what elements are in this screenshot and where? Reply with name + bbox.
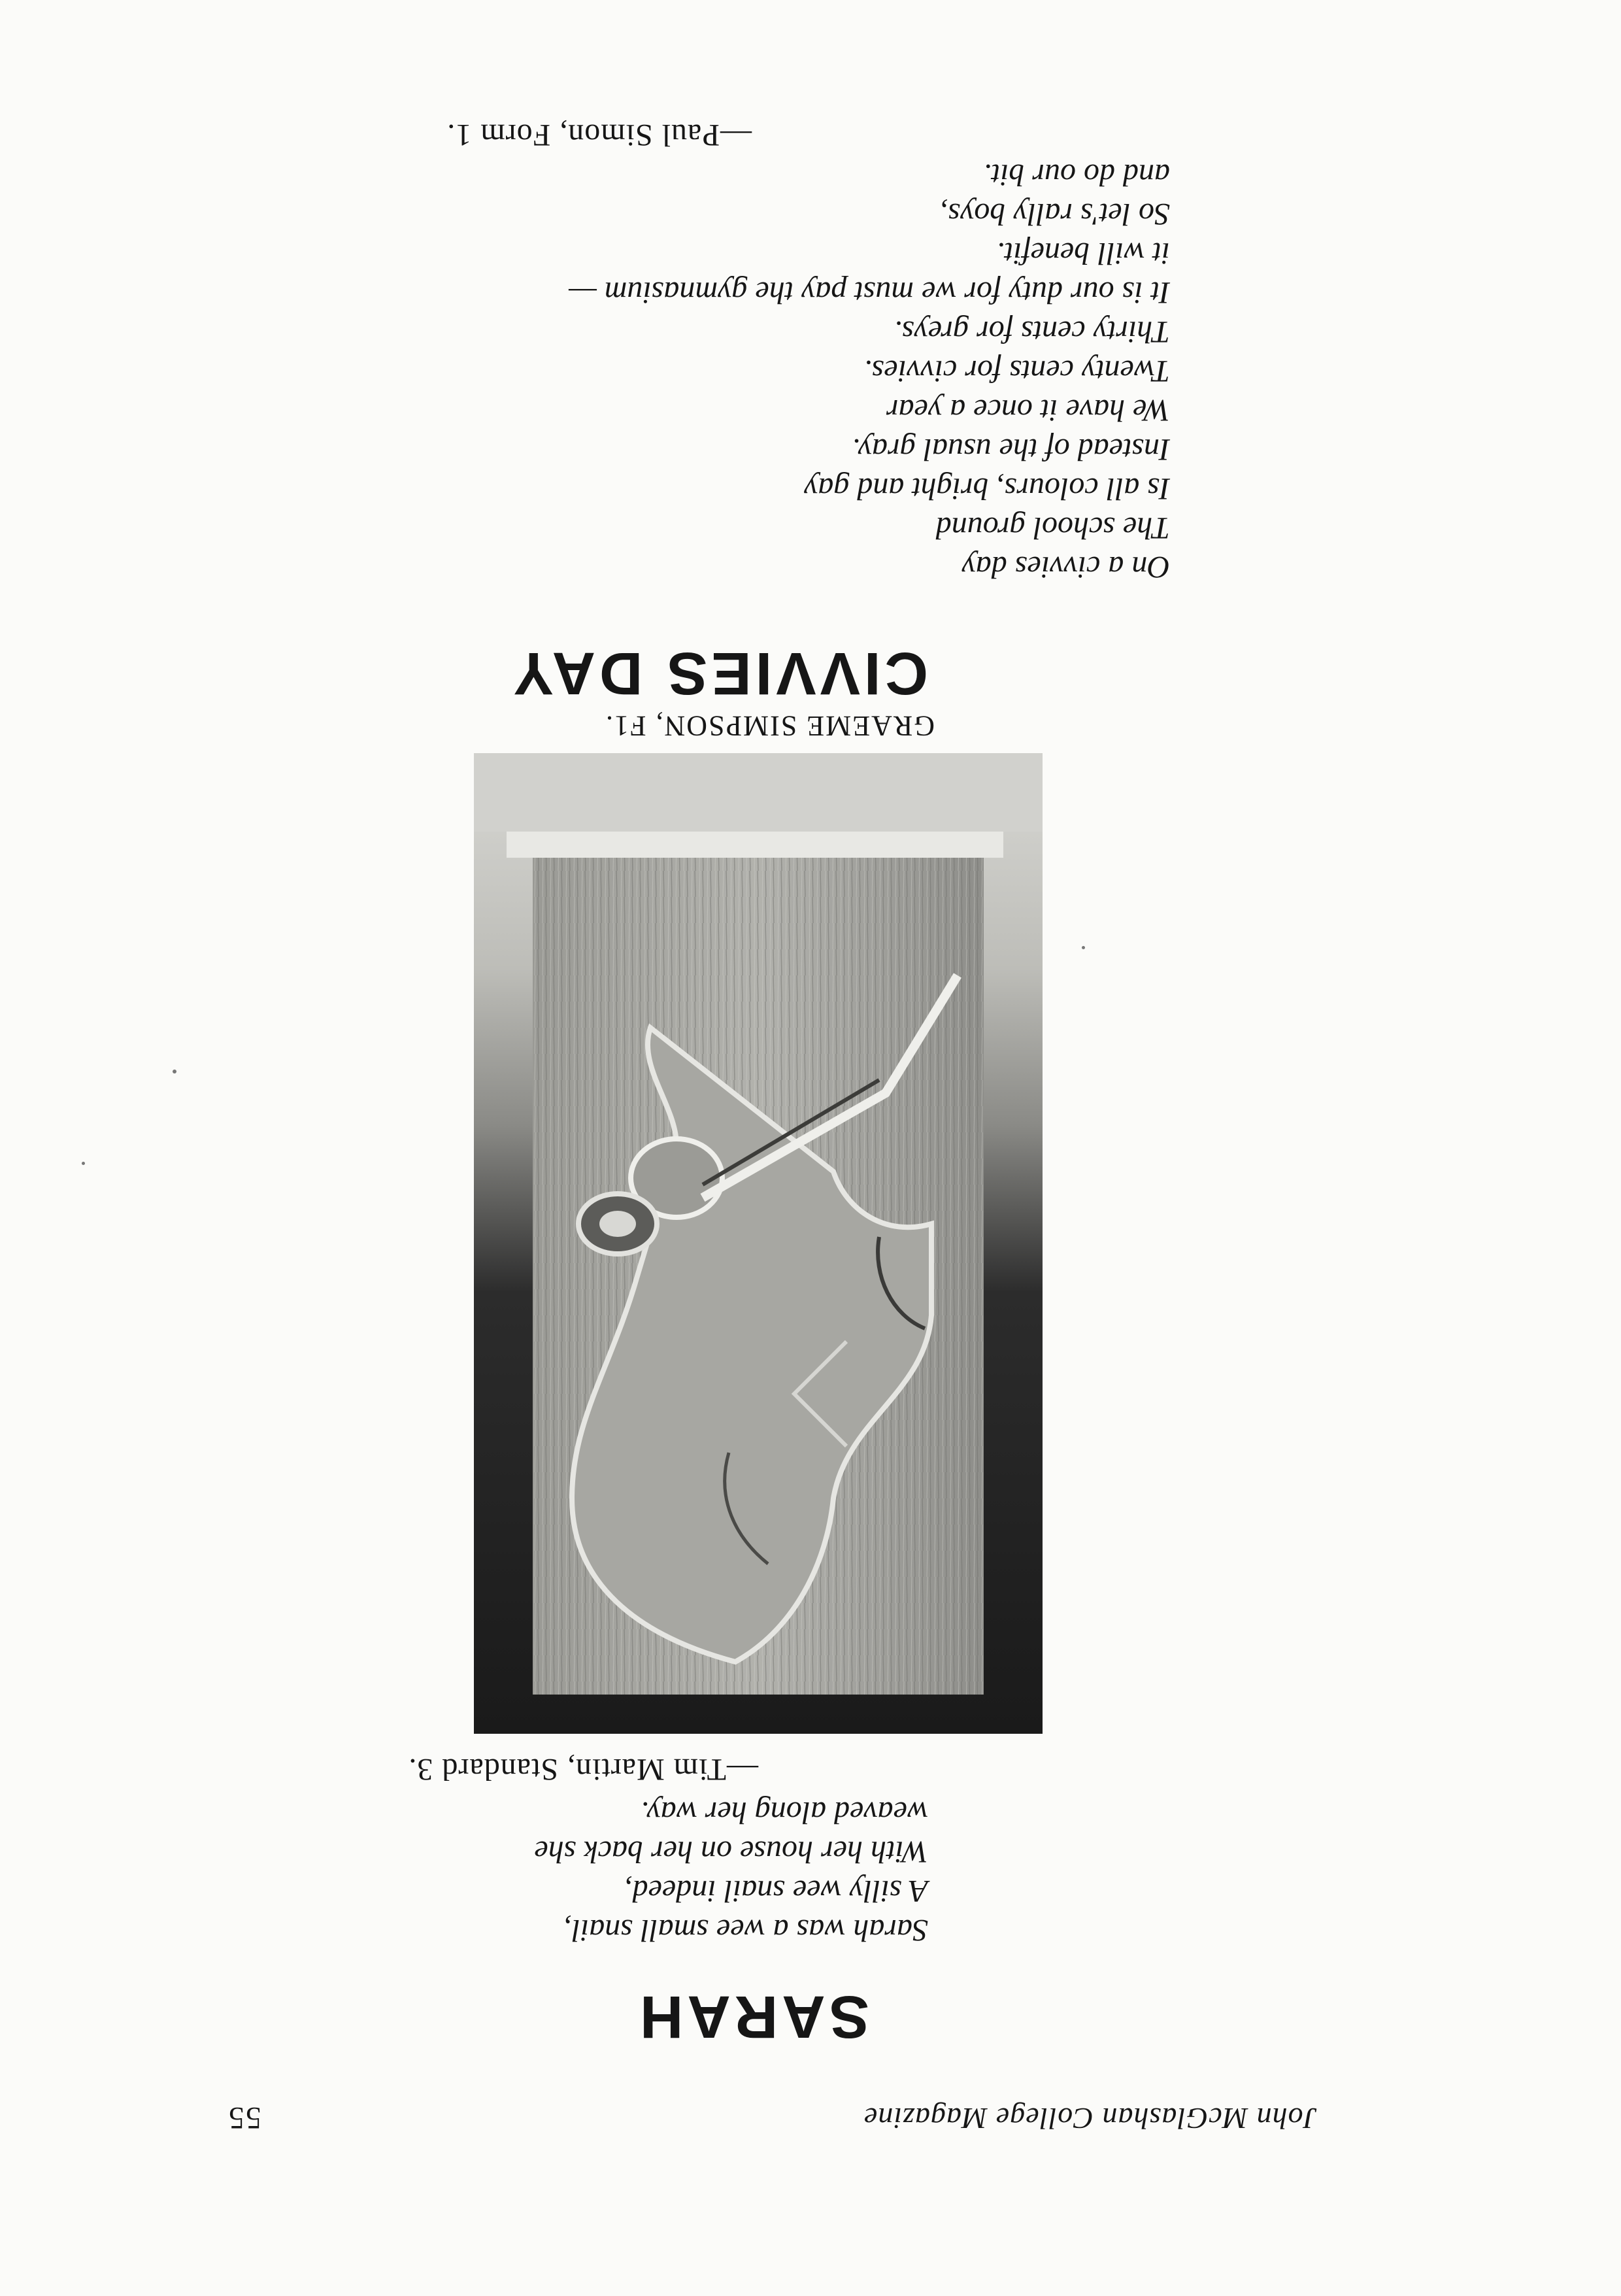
- poem-line: We have it once a year: [886, 393, 1170, 428]
- scan-speck: [173, 1070, 176, 1073]
- carving-photograph: [474, 753, 1043, 1734]
- poem-line: The school ground: [935, 511, 1170, 545]
- sarah-title: SARAH: [635, 1984, 869, 2050]
- poem-line: It is our duty for we must pay the gymnasium —: [569, 275, 1170, 310]
- page-number: 55: [227, 2101, 261, 2135]
- poem-line: it will benefit.: [996, 236, 1170, 271]
- poem-line: Thirty cents for greys.: [894, 314, 1170, 349]
- poem-line: Sarah was a wee small snail,: [563, 1913, 928, 1948]
- photo-caption: GRAEME SIMPSON, F1.: [605, 710, 935, 742]
- poem-line: So let's rally boys,: [940, 197, 1170, 231]
- sarah-author-credit: —Tim Martin, Standard 3.: [408, 1752, 758, 1787]
- civvies-day-title: CIVVIES DAY: [509, 640, 928, 707]
- scan-speck: [1082, 946, 1085, 949]
- sarah-poem: [534, 1793, 928, 1950]
- poem-line: Is all colours, bright and gay: [804, 471, 1170, 506]
- poem-line: and do our bit.: [983, 158, 1170, 192]
- civvies-day-poem: [569, 155, 1170, 586]
- poem-line: Instead of the usual gray.: [852, 432, 1170, 467]
- poem-line: weaved along her way.: [641, 1795, 928, 1830]
- poem-line: Twenty cents for civvies.: [863, 354, 1170, 388]
- civvies-day-author-credit: —Paul Simon, Form 1.: [446, 118, 752, 152]
- poem-line: With her house on her back she: [534, 1834, 928, 1869]
- scan-speck: [82, 1162, 85, 1165]
- poem-line: A silly wee snail indeed,: [624, 1874, 928, 1908]
- magazine-title: John McGlashan College Magazine: [863, 2102, 1317, 2135]
- poem-line: On a civvies day: [961, 550, 1170, 584]
